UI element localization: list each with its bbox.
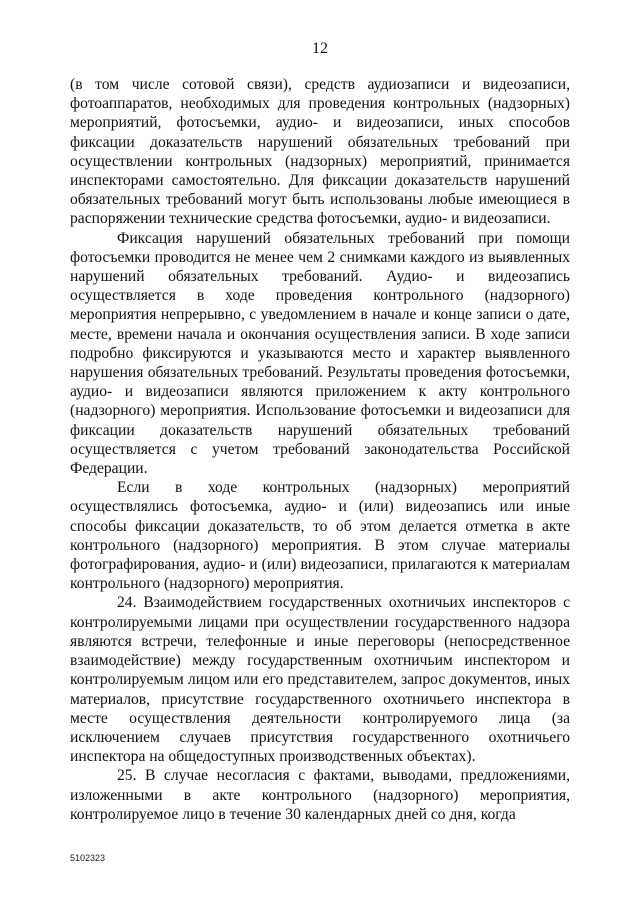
paragraph-recording-note: Если в ходе контрольных (надзорных) мероприятий осуществлялись фотосъемка, аудио- и (или) видеозапись или иные способы фиксации доказательств, то об этом делается отметка в акте контрольного (надзорного) мероприятия. В этом случае материалы фотографирования, аудио- и (или) видеозаписи, прилагаются к материалам контрольного (надзорного) мероприятия. <box>70 479 570 593</box>
document-code: 5102323 <box>70 853 106 863</box>
paragraph-fixation: Фиксация нарушений обязательных требований при помощи фотосъемки проводится не менее чем 2 снимками каждого из выявленных нарушений обязательных требований. Аудио- и видеозапись осуществляется в ходе проведения контрольного (надзорного) мероприятия непрерывно, с уведомлением в начале и конце записи о дате, месте, времени начала и окончания осуществления записи. В ходе записи подробно фиксируются и указываются место и характер выявленного нарушения обязательных требований. Результаты проведения фотосъемки, аудио- и видеозаписи являются приложением к акту контрольного (надзорного) мероприятия. Использование фотосъемки и видеозаписи для фиксации доказательств нарушений обязательных требований осуществляется с учетом требований законодательства Российской Федерации. <box>70 229 570 478</box>
paragraph-continuation: (в том числе сотовой связи), средств аудиозаписи и видеозаписи, фотоаппаратов, необходимых для проведения контрольных (надзорных) мероприятий, фотосъемки, аудио- и видеозаписи, иных способов фиксации доказательств нарушений обязательных требований при осуществлении контрольных (надзорных) мероприятий, принимается инспекторами самостоятельно. Для фиксации доказательств нарушений обязательных требований могут быть использованы любые имеющиеся в распоряжении технические средства фотосъемки, аудио- и видеозаписи. <box>70 76 570 228</box>
paragraph-item-24: 24. Взаимодействием государственных охотничьих инспекторов с контролируемыми лицами при осуществлении государственного надзора являются встречи, телефонные и иные переговоры (непосредственное взаимодействие) между государственным охотничьим инспектором и контролируемым лицом или его представителем, запрос документов, иных материалов, присутствие государственного охотничьего инспектора в месте осуществления деятельности контролируемого лица (за исключением случаев присутствия государственного охотничьего инспектора на общедоступных производственных объектах). <box>70 594 570 766</box>
paragraph-item-25: 25. В случае несогласия с фактами, выводами, предложениями, изложенными в акте контрольного (надзорного) мероприятия, контролируемое лицо в течение 30 календарных дней со дня, когда <box>70 767 570 823</box>
document-body <box>70 75 570 824</box>
page-number: 12 <box>312 40 328 57</box>
